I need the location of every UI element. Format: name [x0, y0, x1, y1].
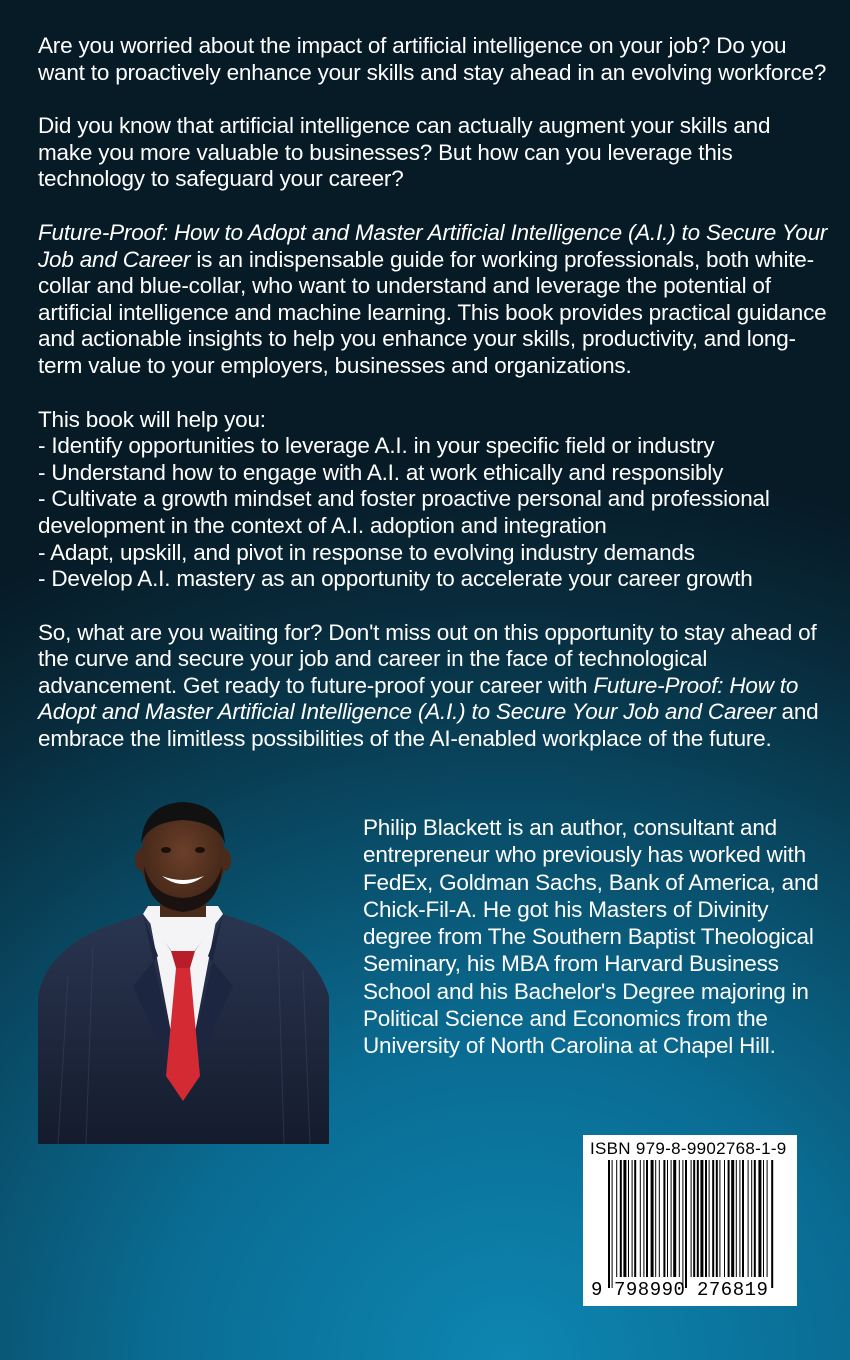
barcode-bar — [697, 1160, 699, 1277]
benefit-item: - Cultivate a growth mindset and foster proactive personal and professional development in the context of A.I. adoption and integration — [38, 486, 770, 538]
benefit-item: - Develop A.I. mastery as an opportunity to accelerate your career growth — [38, 566, 753, 592]
barcode-bar — [620, 1160, 622, 1277]
barcode-bar — [751, 1160, 752, 1277]
barcode-bar — [682, 1160, 683, 1288]
barcode-bar — [651, 1160, 654, 1277]
barcode-bar — [716, 1160, 718, 1277]
intro-paragraph-2: Did you know that artificial intelligence can actually augment your skills and make you more valuable to businesses? But how can you leverage this technology to safeguard your career? — [38, 113, 771, 192]
barcode-bar — [693, 1160, 695, 1277]
barcode-bar — [646, 1160, 648, 1277]
benefit-item: - Understand how to engage with A.I. at work ethically and responsibly — [38, 459, 724, 485]
barcode-bar — [685, 1160, 687, 1288]
barcode-bar — [709, 1160, 710, 1277]
barcode-bar — [739, 1160, 740, 1277]
barcode-bar — [608, 1160, 610, 1288]
book-summary-text: is an indispensable guide for working professionals, both white-collar and blue-collar, who want to understand and leverage the potential of artificial intelligence and machine learning. This book provides practical guidance and actionable insights to help you enhance your skills, productivity, and long-term value to your employers, businesses and organizations. — [38, 246, 827, 378]
barcode-bar — [679, 1160, 680, 1277]
barcode-bar — [742, 1160, 744, 1277]
barcode-bar — [655, 1160, 656, 1277]
barcode-bar — [667, 1160, 668, 1277]
barcode-bar — [728, 1160, 730, 1277]
barcode-bar — [754, 1160, 756, 1277]
closing-paragraph — [38, 620, 828, 753]
barcode-bar — [612, 1160, 613, 1288]
isbn-barcode — [583, 1135, 797, 1306]
barcode-bar — [663, 1160, 665, 1277]
benefit-item: - Identify opportunities to leverage A.I. in your specific field or industry — [38, 433, 715, 459]
barcode-bar — [748, 1160, 749, 1277]
author-portrait-illustration — [38, 796, 329, 1144]
barcode-bar — [719, 1160, 720, 1277]
barcode-digits-left: 798990 — [614, 1279, 686, 1301]
barcode-bar — [758, 1160, 761, 1277]
author-photo — [38, 796, 329, 1144]
isbn-label: ISBN 979-8-9902768-1-9 — [590, 1139, 787, 1158]
barcode-bar — [731, 1160, 734, 1277]
book-description — [38, 33, 828, 780]
barcode-bar — [640, 1160, 641, 1277]
barcode-bar — [673, 1160, 676, 1277]
barcode-bar — [628, 1160, 629, 1277]
barcode-digit-first: 9 — [591, 1279, 603, 1301]
barcode-bar — [767, 1160, 768, 1277]
intro-paragraph-1: Are you worried about the impact of artificial intelligence on your job? Do you want to proactively enhance your skills and stay ahead in an evolving workforce? — [38, 33, 827, 85]
author-bio: Philip Blackett is an author, consultant and entrepreneur who previously has worked with FedEx, Goldman Sachs, Bank of America, and Chick-Fil-A. He got his Masters of Divinity degree from The Southern Baptist Theological Seminary, his MBA from Harvard Business School and his Bachelor's Degree majoring in Political Science and Economics from the University of North Carolina at Chapel Hill. — [363, 815, 819, 1059]
barcode-bar — [671, 1160, 672, 1277]
barcode-bar — [691, 1160, 692, 1277]
closing-text-start: So, what are you waiting for? Don't miss out on this opportunity to stay ahead of the curve and secure your job and career in the face of technological advancement. Get ready to future-proof your career with — [38, 619, 817, 698]
barcode-bar — [616, 1160, 617, 1277]
closing-book-title: Future-Proof: How to Adopt and Master Artificial Intelligence (A.I.) to Secure Your Job and Career — [38, 672, 799, 725]
barcode-bar — [712, 1160, 714, 1277]
barcode-bar — [736, 1160, 737, 1277]
closing-text-end: and embrace the limitless possibilities of the AI-enabled workplace of the future. — [38, 699, 819, 752]
barcode-bar — [632, 1160, 633, 1277]
benefits-list-intro: This book will help you: — [38, 406, 266, 432]
barcode-bar — [623, 1160, 626, 1277]
barcode-digits-right: 276819 — [697, 1279, 769, 1301]
barcode-bar — [659, 1160, 660, 1277]
barcode-bar — [643, 1160, 644, 1277]
book-title-italic: Future-Proof: How to Adopt and Master Artificial Intelligence (A.I.) to Secure Your Job and Career — [38, 219, 828, 272]
book-summary-paragraph — [38, 220, 828, 380]
barcode-bar — [634, 1160, 636, 1277]
barcode-bar — [724, 1160, 725, 1277]
barcode-bar — [705, 1160, 707, 1277]
benefits-list — [38, 433, 828, 593]
benefit-item: - Adapt, upskill, and pivot in response to evolving industry demands — [38, 539, 695, 565]
barcode-bar — [700, 1160, 703, 1277]
barcode-bar — [771, 1160, 773, 1288]
barcode-bar — [763, 1160, 764, 1277]
